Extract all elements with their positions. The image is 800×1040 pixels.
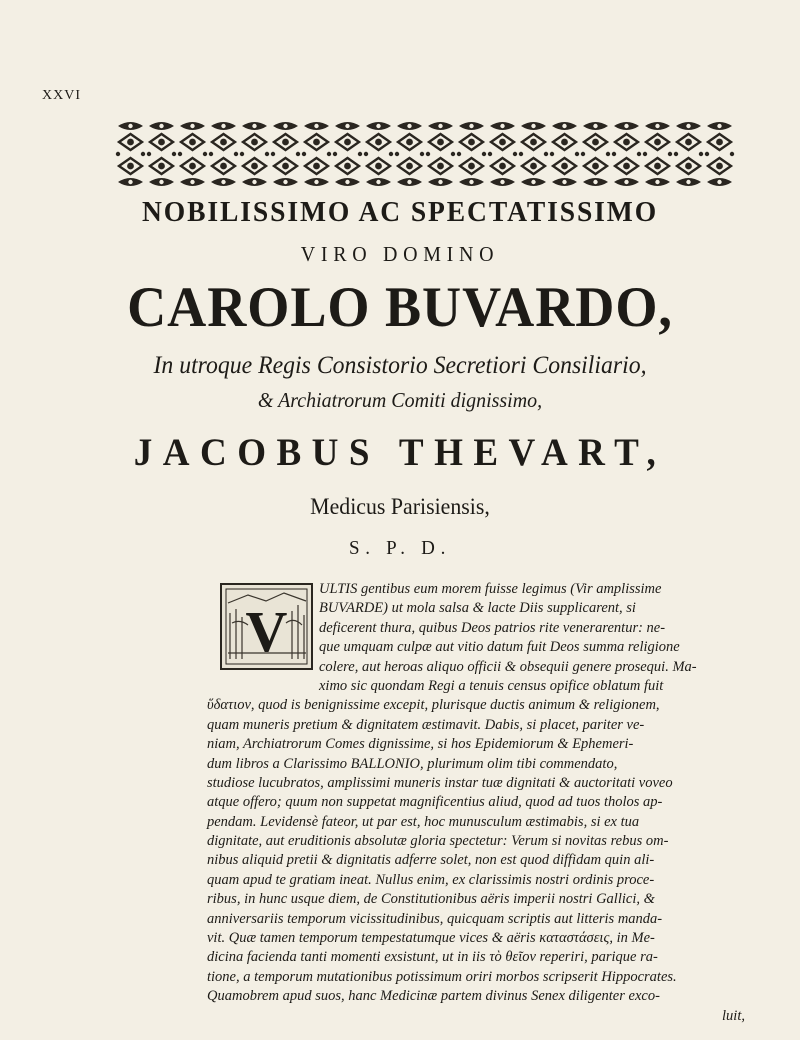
- letter-line: atque offero; quum non suppetat magnificentius aliud, quod ad tuos tholos ap-: [207, 794, 663, 811]
- dedication-line-2: VIRO DOMINO: [300, 242, 500, 266]
- letter-line: que umquam culpæ aut vitio datum fuit Deos summa religione: [319, 639, 680, 656]
- letter-line: Quamobrem apud suos, hanc Medicinæ partem divinus Senex diligenter exco-: [207, 988, 660, 1005]
- author-title: Medicus Parisiensis,: [310, 494, 490, 519]
- dedication-letter-body: [207, 580, 795, 1026]
- letter-line: vit. Quæ tamen temporum tempestatumque vices & aëris καταστάσεις, in Me-: [207, 930, 655, 947]
- letter-line: dicina facienda tanti momenti exsistunt, ut in iis τὸ θεῖον reperiri, parique ra-: [207, 949, 658, 966]
- page-number: XXVI: [42, 88, 81, 103]
- letter-line: quam apud te gratiam ineat. Nullus enim, ex clarissimis nostri ordinis proce-: [207, 871, 655, 888]
- letter-line: tione, a temporum mutationibus potissimum oriri morbos scripserit Hippocrates.: [207, 968, 677, 985]
- letter-line: anniversariis temporum vicissitudinibus, quicquam scriptis aut litteris manda-: [207, 910, 663, 927]
- letter-line: dignitate, aut eruditionis absolutæ gloria spectetur: Verum si novitas rebus om-: [207, 833, 669, 850]
- letter-line: studiose lucubratos, amplissimi muneris instar tuæ dignitati & auctoritati voveo: [207, 774, 673, 791]
- letter-line: ὕδατιον, quod is benignissime excepit, plurisque ductis animum & religionem,: [207, 697, 660, 714]
- letter-line: pendam. Levidensè fateor, ut par est, hoc munusculum æstimabis, si ex tua: [207, 813, 640, 830]
- letter-line: BUVARDE) ut mola salsa & lacte Diis supplicarent, si: [319, 600, 636, 617]
- letter-line: colere, aut heroas aliquo officii & obsequii genere prosequi. Ma-: [319, 658, 697, 675]
- letter-line: deficerent thura, quibus Deos patrios rite venerarentur: ne-: [319, 619, 666, 636]
- dedicatee-title-2: & Archiatrorum Comiti dignissimo,: [257, 388, 543, 412]
- dedication-line-1: NOBILISSIMO AC SPECTATISSIMO: [141, 196, 659, 228]
- letter-line: niam, Archiatrorum Comes dignissime, si hos Epidemiorum & Ephemeri-: [207, 736, 634, 753]
- decorative-border-ornament: [115, 120, 735, 188]
- initial-letter: V: [245, 599, 288, 664]
- letter-line: nibus aliquid pretii & dignitatis adferre solet, non est quod diffidam quin ali-: [207, 852, 655, 869]
- letter-line: ULTIS gentibus eum morem fuisse legimus (Vir amplissime: [319, 581, 662, 597]
- catchword: luit,: [722, 1007, 745, 1024]
- salutation: S. P. D.: [348, 537, 452, 559]
- dedicatee-title-1: In utroque Regis Consistorio Secretiori Consiliario,: [153, 352, 647, 379]
- dedicatee-name: CAROLO BUVARDO,: [127, 276, 673, 339]
- letter-line: ribus, in hunc usque diem, de Constitutionibus aëris imperii nostri Gallici, &: [207, 891, 655, 908]
- letter-line: ximo sic quondam Regi a tenuis census opifice oblatum fuit: [319, 677, 664, 694]
- letter-line: quam muneris pretium & dignitatem æstimavit. Dabis, si placet, pariter ve-: [207, 716, 645, 733]
- author-name: JACOBUS THEVART,: [133, 431, 667, 474]
- letter-line: dum libros a Clarissimo BALLONIO, plurimum olim tibi commendato,: [207, 755, 618, 772]
